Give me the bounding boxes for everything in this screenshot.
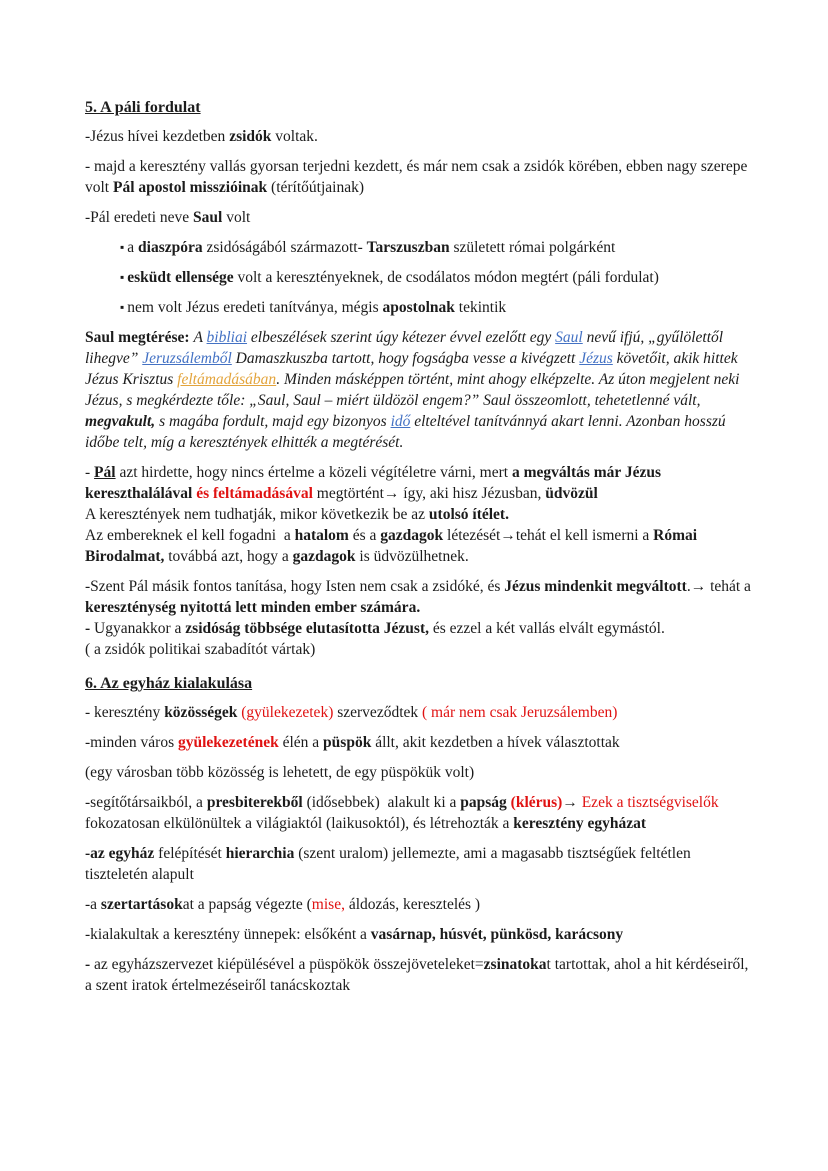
section-heading — [85, 97, 753, 118]
text-run: Az embereknek el kell fogadni a — [85, 527, 295, 544]
hyperlink[interactable]: feltámadásában — [177, 371, 277, 388]
paragraph — [85, 525, 753, 567]
paragraph — [85, 954, 753, 996]
hyperlink[interactable]: Saul — [555, 329, 583, 346]
paragraph — [85, 702, 753, 723]
paragraph — [85, 843, 753, 885]
paragraph — [85, 156, 753, 198]
text-run: (gyülekezetek) — [241, 704, 334, 721]
text-run: Tarszuszban — [366, 239, 450, 256]
text-run: A keresztények nem tudhatják, mikor következik be az — [85, 506, 429, 523]
text-run: Saul — [193, 209, 223, 226]
paragraph — [85, 327, 753, 453]
paragraph — [85, 639, 753, 660]
text-run: .→ tehát a — [686, 578, 755, 595]
text-run: -Pál eredeti neve — [85, 209, 194, 226]
text-run: azt hirdette, hogy nincs értelme a közeli végítéletre várni, mert — [115, 464, 512, 481]
paragraph — [85, 576, 753, 618]
text-run: utolsó ítélet. — [428, 506, 509, 523]
text-run: továbbá azt, hogy a — [164, 548, 293, 565]
text-run: presbiterekből — [206, 794, 303, 811]
hyperlink[interactable]: bibliai — [206, 329, 248, 346]
text-run: 6. Az egyház kialakulása — [85, 675, 253, 692]
text-run: és ezzel a két vallás elvált egymástól. — [428, 620, 665, 637]
text-run: Damaszkuszba tartott, hogy fogságba vesse a kivégzett — [231, 350, 580, 367]
text-run: diaszpóra — [138, 239, 203, 256]
paragraph — [85, 207, 753, 228]
text-run: (térítőútjainak) — [267, 179, 365, 196]
text-run: 5. A páli fordulat — [85, 99, 201, 116]
bullet-square-icon: ▪ — [120, 300, 128, 314]
text-run: Ugyanakkor a — [94, 620, 186, 637]
text-run: Ezek a tisztségviselők — [581, 794, 719, 811]
text-run: (egy városban több közösség is lehetett, de egy püspökük volt) — [85, 764, 475, 781]
text-run: Saul megtérése: — [85, 329, 194, 346]
text-run: Pál apostol misszióinak — [113, 179, 268, 196]
text-run: az egyházszervezet kiépülésével a püspökök összejöveteleket= — [94, 956, 484, 973]
text-run: üdvözül — [545, 485, 598, 502]
paragraph — [85, 894, 753, 915]
text-run: Római Birodalmat, — [85, 527, 701, 565]
text-run: elteltével tanítvánnyá akart lenni. Azonban hosszú időbe telt, míg a keresztények elhitték a megtérését. — [85, 413, 730, 451]
text-run: zsidóságából származott- — [202, 239, 367, 256]
bullet-square-icon: ▪ — [120, 240, 128, 254]
text-run: hierarchia — [225, 845, 295, 862]
document-content — [85, 97, 753, 1005]
text-run: volt — [222, 209, 251, 226]
text-run: (klérus) — [510, 794, 563, 811]
text-run: felépítését — [154, 845, 226, 862]
text-run: a megváltás már Jézus kereszthalálával — [85, 464, 665, 502]
text-run: élén a — [278, 734, 324, 751]
text-run: hatalom — [294, 527, 349, 544]
text-run: közösségek — [164, 704, 238, 721]
text-run: at a papság végezte ( — [182, 896, 312, 913]
text-run: született római polgárként — [449, 239, 616, 256]
hyperlink[interactable]: idő — [390, 413, 411, 430]
text-run: szerveződtek — [333, 704, 423, 721]
paragraph — [85, 618, 753, 639]
bullet-item — [85, 237, 753, 258]
text-run: esküdt ellensége — [127, 269, 234, 286]
text-run: apostolnak — [382, 299, 455, 316]
text-run: nevű ifjú, „gyűlölettől lihegve” — [85, 329, 727, 367]
text-run: -Jézus hívei kezdetben — [85, 128, 230, 145]
text-run: zsinatoka — [483, 956, 547, 973]
paragraph — [85, 462, 753, 504]
text-run: Jézus mindenkit megváltott — [504, 578, 687, 595]
text-run: és feltámadásával — [196, 485, 313, 502]
bullet-square-icon: ▪ — [120, 270, 128, 284]
text-run: volt a keresztényeknek, de csodálatos módon megtért (páli fordulat) — [233, 269, 659, 286]
hyperlink[interactable]: Jézus — [579, 350, 613, 367]
text-run: elbeszélések szerint úgy kétezer évvel ezelőtt egy — [247, 329, 556, 346]
text-run: áldozás, keresztelés ) — [344, 896, 481, 913]
text-run: voltak. — [271, 128, 318, 145]
text-run: . Minden másképpen történt, mint ahogy elképzelte. Az úton megjelent neki Jézus, s megkérdezte tőle: „Saul, Saul – miért üldözöl engem?” Saul összeomlott, tehetetlenné vált, — [85, 371, 744, 409]
text-run: s magába fordult, majd egy bizonyos — [155, 413, 391, 430]
text-run: (szent uralom) jellemezte, ami a magasabb tisztségűek feltétlen tiszteletén alapult — [85, 845, 695, 883]
text-run: kereszténység nyitottá lett minden ember számára. — [85, 599, 421, 616]
text-run: - keresztény — [85, 704, 165, 721]
text-run: állt, akit kezdetben a hívek választottak — [371, 734, 620, 751]
text-run: (idősebbek) alakult ki a — [302, 794, 461, 811]
text-run: Pál — [94, 464, 116, 481]
text-run: gazdagok — [292, 548, 356, 565]
paragraph — [85, 732, 753, 753]
text-run: gyülekezetének — [177, 734, 279, 751]
text-run: megvakult, — [85, 413, 156, 430]
text-run: A — [193, 329, 207, 346]
text-run: a — [127, 239, 139, 256]
text-run: és a — [348, 527, 381, 544]
text-run: -minden város — [85, 734, 178, 751]
text-run: tekintik — [454, 299, 507, 316]
text-run: zsidók — [229, 128, 272, 145]
text-run: papság — [460, 794, 507, 811]
paragraph — [85, 924, 753, 945]
bullet-item — [85, 297, 753, 318]
text-run: - — [85, 620, 95, 637]
text-run: követőit, akik hittek Jézus Krisztus — [85, 350, 742, 388]
text-run: püspök — [323, 734, 372, 751]
text-run: létezését→tehát el kell ismerni a — [443, 527, 654, 544]
text-run: -a — [85, 896, 101, 913]
text-run: → — [562, 794, 582, 811]
text-run: ( a zsidók politikai szabadítót vártak) — [85, 641, 316, 658]
text-run: keresztény egyházat — [513, 815, 646, 832]
text-run: vasárnap, húsvét, pünkösd, karácsony — [370, 926, 624, 943]
paragraph — [85, 762, 753, 783]
hyperlink[interactable]: Jeruzsálemből — [142, 350, 232, 367]
text-run: nem volt Jézus eredeti tanítványa, mégis — [127, 299, 383, 316]
paragraph — [85, 126, 753, 147]
text-run: -segítőtársaikból, a — [85, 794, 207, 811]
text-run: megtörtént→ így, aki hisz Jézusban, — [312, 485, 546, 502]
text-run: is üdvözülhetnek. — [355, 548, 469, 565]
text-run: gazdagok — [380, 527, 444, 544]
text-run: t tartottak, ahol a hit kérdéseiről, a szent iratok értelmezéseiről tanácskoztak — [85, 956, 753, 994]
text-run: - — [85, 956, 95, 973]
paragraph — [85, 792, 753, 834]
text-run: ( már nem csak Jeruzsálemben) — [422, 704, 618, 721]
paragraph — [85, 504, 753, 525]
text-run: -az egyház — [85, 845, 155, 862]
text-run: szertartások — [100, 896, 183, 913]
section-heading — [85, 673, 753, 694]
text-run: zsidóság többsége elutasította Jézust, — [185, 620, 429, 637]
text-run: - majd a keresztény vallás gyorsan terjedni kezdett, és már nem csak a zsidók körében, ebben nagy szerepe volt — [85, 158, 752, 196]
text-run: - — [85, 464, 95, 481]
text-run: mise, — [311, 896, 345, 913]
text-run: fokozatosan elkülönültek a világiaktól (laikusoktól), és létrehozták a — [85, 794, 723, 832]
bullet-item — [85, 267, 753, 288]
text-run: -kialakultak a keresztény ünnepek: elsőként a — [85, 926, 371, 943]
text-run: -Szent Pál másik fontos tanítása, hogy Isten nem csak a zsidóké, és — [85, 578, 505, 595]
